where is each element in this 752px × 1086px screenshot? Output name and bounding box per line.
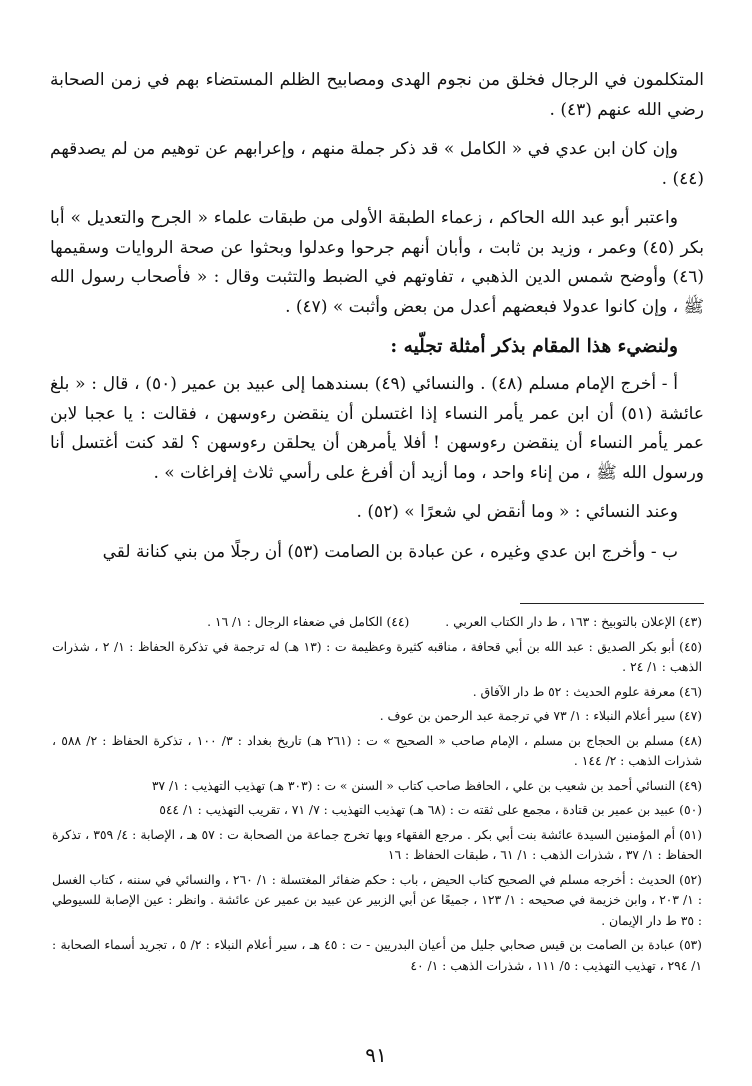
footnote-50: (٥٠) عبيد بن عمير بن قتادة ، مجمع على ثقته ت : (٦٨ هـ) تهذيب التهذيب : ٧/ ٧١ ، تقريب التهذيب : ١/ ٥٤٤: [159, 803, 702, 817]
footnote-49: (٤٩) النسائي أحمد بن شعيب بن علي ، الحافظ صاحب كتاب « السنن » ت : (٣٠٣ هـ) تهذيب التهذيب : ١/ ٣٧: [151, 778, 702, 793]
footnote-44: (٤٤) الكامل في ضعفاء الرجال : ١/ ١٦ .: [207, 615, 410, 629]
paragraph-2: وإن كان ابن عدي في « الكامل » قد ذكر جملة منهم ، وإعرابهم عن توهيم من لم يصدقهم (٤٤) .: [50, 139, 704, 189]
paragraph-example-a: أ - أخرج الإمام مسلم (٤٨) . والنسائي (٤٩) بسندهما إلى عبيد بن عمير (٥٠) ، قال : « بلغ عائشة (٥١) أن ابن عمر يأمر النساء إذا اغتسلن أن ينقضن رءوسهن ، فقالت : يا عجبا لابن عمر يأمر النساء أن ينقضن رءوسهن ! أفلا يأمرهن أن يحلقن رءوسهن ؟ لقد كنت أغتسل أنا ورسول الله ﷺ ، من إناء واحد ، وما أزيد أن أفرغ على رأسي ثلاث إفراغات » .: [50, 374, 705, 483]
footnote-row-43-44: [52, 612, 702, 633]
footnote-46: (٤٦) معرفة علوم الحديث : ٥٢ ط دار الآفاق .: [472, 684, 702, 699]
paragraph-3: واعتبر أبو عبد الله الحاكم ، زعماء الطبقة الأولى من طبقات علماء « الجرح والتعديل » أبا بكر (٤٥) وعمر ، وزيد بن ثابت ، وأبان أنهم جرحوا وعدلوا وبحثوا عن صحة الروايات وسقيمها (٤٦) وأوضح شمس الدين الذهبي ، تفاوتهم في الضبط والتثبت وقال : « فأصحاب رسول الله ﷺ ، وإن كانوا عدولا فبعضهم أعدل من بعض وأثبت » (٤٧) .: [50, 208, 704, 317]
footnotes: [52, 612, 702, 980]
footnote-51: (٥١) أم المؤمنين السيدة عائشة بنت أبي بكر . مرجع الفقهاء وبها تخرج جماعة من الصحابة ت : ٥٧ هـ ، الإصابة : ٤/ ٣٥٩ ، تذكرة الحفاظ : ١/ ٣٧ ، شذرات الذهب : ١/ ٦١ ، طبقات الحفاظ : ١٦: [52, 827, 702, 862]
footnote-divider: [520, 603, 704, 604]
footnote-53: (٥٣) عبادة بن الصامت بن قيس صحابي جليل من أعيان البدريين - ت : ٤٥ هـ ، سير أعلام النبلاء : ٢/ ٥ ، تجريد أسماء الصحابة : ١/ ٢٩٤ ، تهذيب التهذيب : ٥/ ١١١ ، شذرات الذهب : ١/ ٤٠: [52, 938, 702, 973]
main-text: [50, 66, 704, 577]
paragraph-nasai: وعند النسائي : « وما أنقض لي شعرًا » (٥٢) .: [356, 502, 678, 522]
footnote-52: (٥٢) الحديث : أخرجه مسلم في الصحيح كتاب الحيض ، باب : حكم ضفائر المغتسلة : ١/ ٢٦٠ ، والنسائي في سننه ، كتاب الغسل : ١/ ٢٠٣ ، وابن خزيمة في صحيحه : ١/ ١٢٣ ، جميعًا عن أبي الزبير عن عبيد بن عمير عن عائشة . وانظر : عين الإصابة للسيوطي : ٣٥ ط دار الإيمان .: [52, 872, 702, 928]
paragraph-1: المتكلمون في الرجال فخلق من نجوم الهدى ومصابيح الظلم المستضاء بهم في زمن الصحابة رضي الله عنهم (٤٣) .: [50, 70, 704, 120]
footnote-48: (٤٨) مسلم بن الحجاج بن مسلم ، الإمام صاحب « الصحيح » ت : (٢٦١ هـ) تاريخ بغداد : ٣/ ١٠٠ ، تذكرة الحفاظ : ٢/ ٥٨٨ ، شذرات الذهب : ٢/ ١٤٤ .: [52, 733, 702, 768]
footnote-47: (٤٧) سير أعلام النبلاء : ١/ ٧٣ في ترجمة عبد الرحمن بن عوف .: [379, 709, 702, 723]
page-number: ٩١: [365, 1043, 387, 1067]
footnote-43: (٤٣) الإعلان بالتوبيخ : ١٦٣ ، ط دار الكتاب العربي .: [445, 615, 702, 629]
footnote-45: (٤٥) أبو بكر الصديق : عبد الله بن أبي قحافة ، مناقبه كثيرة وعظيمة ت : (١٣ هـ) له ترجمة في تذكرة الحفاظ : ١/ ٢ ، شذرات الذهب : ١/ ٢٤ .: [52, 639, 702, 674]
footnote-gap: [409, 612, 445, 633]
paragraph-example-b: ب - وأخرج ابن عدي وغيره ، عن عبادة بن الصامت (٥٣) أن رجلًا من بني كنانة لقي: [102, 541, 678, 562]
section-heading: ولنضيء هذا المقام بذكر أمثلة تجلّيه :: [390, 336, 678, 357]
